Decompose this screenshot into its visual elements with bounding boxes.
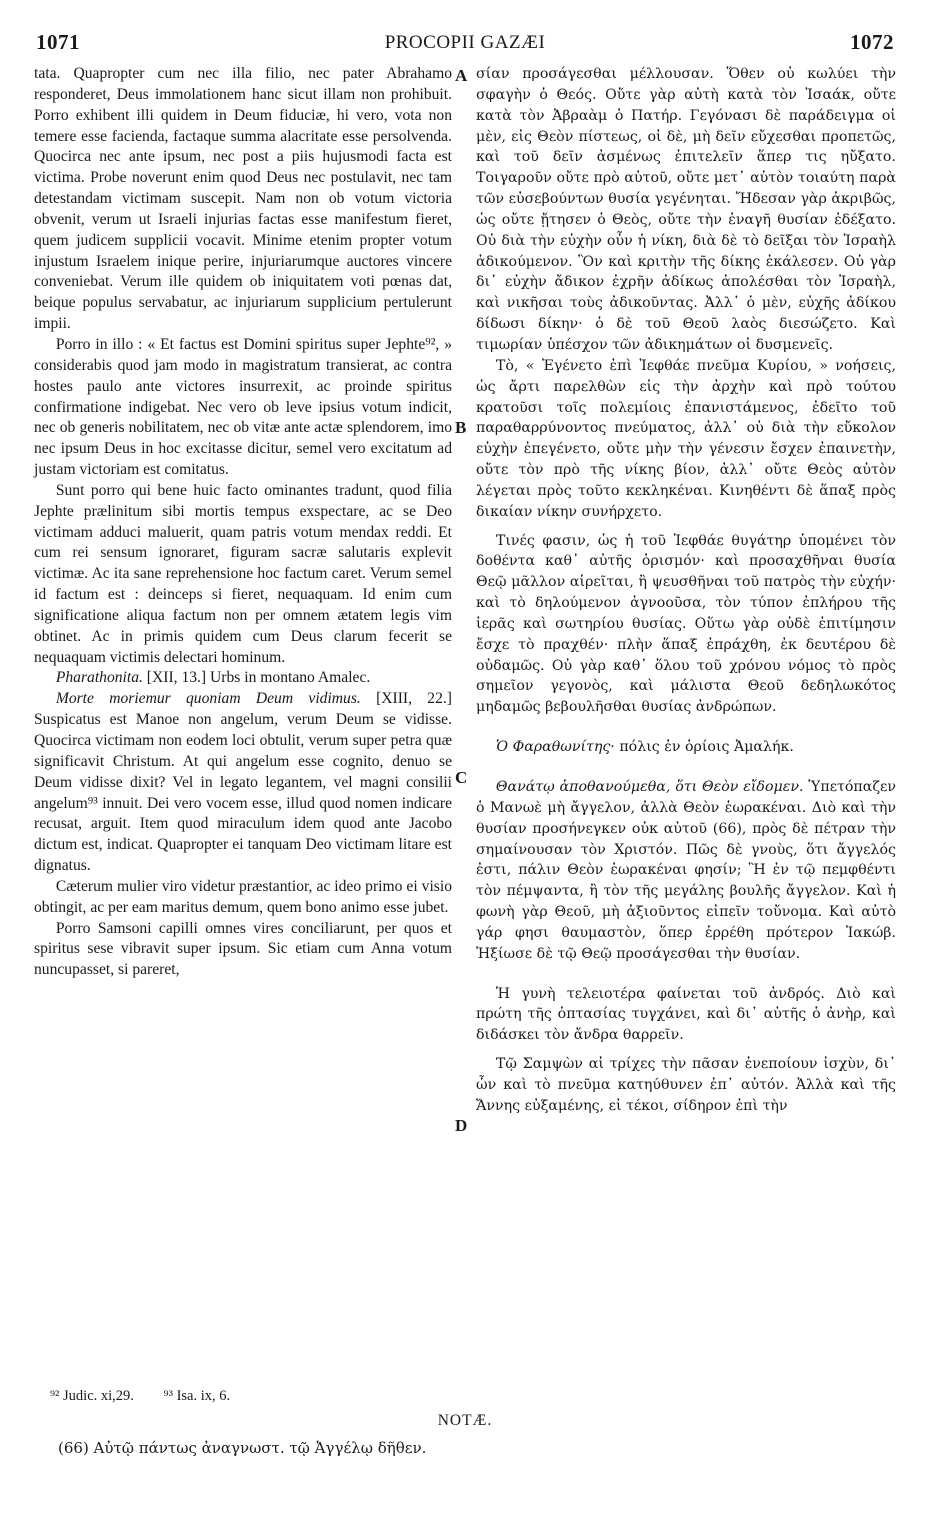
greek-lemma-text: πόλις ἐν ὁρίοις Ἀμαλήκ.	[614, 739, 794, 756]
margin-letter-b: B	[455, 418, 467, 437]
latin-paragraph: tata. Quapropter cum nec illa filio, nec pater Abrahamo responderet, Deus immolationem hanc sicut illam non prohibuit. Porro exhibent illi quidem in Deum fiduciæ, hi vero, vota non temere esse facienda, factaque summa alacritate esse persolvenda. Quocirca nec ante ipsum, nec post a piis hujusmodi facta est victima. Probe noverunt enim quod Deus nec postulavit, nec tam detestandam victimam suscepit. Nam non ob votum victoria obvenit, verum ut Israeli injurias factas esse manifestum fieret, quem judicem supplicii vocavit. Minime etenim propter votum injustum Israelem inique perire, injuriarumque auctores vincere conveniebat. Verum ille quidem ob iniquitatem voti pœnas dat, beique populus servabatur, ac injuriarum supplicium pertulerunt impii.	[34, 65, 452, 333]
greek-lemma-paragraph	[476, 777, 896, 965]
latin-paragraph: Cæterum mulier viro videtur præstantior, ac ideo primo ei visio obtingit, ac per eam maritus demum, quem bono animo esse jubet.	[34, 877, 452, 916]
greek-lemma-text: Ὑπετόπαζεν ὁ Μανωὲ μὴ ἄγγελον, ἀλλὰ Θεὸν ἑωρακέναι. Διὸ καὶ τὴν θυσίαν προσήνεγκεν οὐκ αὐτοῦ (66), πρὸς δὲ πέτραν τὴν σημαίνουσαν τὸν Χριστόν. Πῶς δὲ γνοὺς, ὅτι ἄγγελός ἐστι, πάλιν Θεὸν ἑωρακέναι φησίν; Ἢ ἐν τῷ πεμφθέντι τὸν πέμψαντα, ἢ τὸν τῆς μεγάλης βουλῆς ἄγγελον. Καὶ ἡ φωνὴ γὰρ Θεοῦ, μὴ ἀξιοῦντος εἰπεῖν τοὔνομα. Καὶ αὐτὸ γάρ φησι θαυμαστὸν, ὅπερ ἐρρέθη πρότερον Ἰακώβ. Ἠξίωσε δὲ τῷ Θεῷ προσάγεσθαι τὴν θυσίαν.	[476, 779, 897, 962]
latin-paragraph: Sunt porro qui bene huic facto ominantes tradunt, quod filia Jephte prælinitum sibi mortis tempus exspectare, ac se Deo victimam adduci maluerit, quam patris votum mendax reddi. Et cum rei sensum ignoraret, figuram sacræ salutaris explevit victimæ. Ac ita sane reprehensione hoc factum caret. Verum semel id factum est : deinceps si fieret, nequaquam. Id enim cum significatione aliqua factum non per omnem ætatem legis vim obtinet. Ac in primis quidem cum Deus clarum fecerit se nequaquam victimis delectari hominum.	[34, 481, 452, 666]
greek-paragraph: σίαν προσάγεσθαι μέλλουσαν. Ὅθεν οὐ κωλύει τὴν σφαγὴν ὁ Θεός. Οὔτε γὰρ αὐτὴ κατὰ τὸν Ἰσαάκ, οὔτε κατὰ τὸν Ἀβραὰμ ὁ Πατήρ. Γεγόνασι δὲ παράδειγμα οἱ μὲν, εἰς Θεὸν πίστεως, οἱ δὲ, μὴ δεῖν εὔχεσθαι προπετῶς, καὶ τοῦ δεῖν ἀσμένως ἐπιτελεῖν ἅπερ τις ηὔξατο. Τοιγαροῦν οὔτε πρὸ αὐτοῦ, οὔτε μετ᾽ αὐτὸν τοιαύτη παρὰ τῶν εὐσεβούντων θυσία γεγένηται. Ἤδεσαν γὰρ ἀκριβῶς, ὡς οὔτε ᾔτησεν ὁ Θεὸς, οὔτε τὴν ἐναγῆ θυσίαν ἐδέξατο. Οὐ διὰ τὴν εὐχὴν οὖν ἡ νίκη, διὰ δὲ τὸ δεῖξαι τὸν Ἰσραὴλ ἀδικούμενον. Ὃν καὶ κριτὴν τῆς δίκης ἐκάλεσεν. Οὐ γὰρ δι᾽ εὐχὴν ἄδικον ἐχρῆν ἀδίκως ἀπολέσθαι τὸν Ἰσραὴλ, καὶ νικῆσαι τοὺς ἀδικοῦντας. Ἀλλ᾽ ὁ μὲν, εὐχῆς ἀδίκου δίδωσι δίκην· ὁ δὲ τοῦ Θεοῦ λαὸς διεσώζετο. Καὶ τιμωρίαν ὑπέσχον τῶν ἀδικημάτων οἱ δυσμενεῖς.	[476, 66, 896, 353]
margin-letter-d: D	[455, 1116, 468, 1135]
latin-paragraph: Porro Samsoni capilli omnes vires conciliarunt, per quos et spiritus sese vibravit super ipsum. Sic etiam cum Anna votum nuncupasset, si pareret,	[34, 919, 452, 979]
greek-paragraph: Τῷ Σαμψὼν αἱ τρίχες τὴν πᾶσαν ἐνεποίουν ἰσχὺν, δι᾽ ὧν καὶ τὸ πνεῦμα κατηύθυνεν ἐπ᾽ αὐτόν. Ἀλλὰ καὶ τῆς Ἄννης εὐξαμένης, εἰ τέκοι, σίδηρον ἐπὶ τὴν	[476, 1056, 896, 1114]
footnote: ⁹³ Isa. ix, 6.	[163, 1388, 231, 1404]
right-column-number: 1072	[850, 30, 894, 54]
greek-paragraph: Τινές φασιν, ὡς ἡ τοῦ Ἰεφθάε θυγάτηρ ὑπομένει τὸν δοθέντα καθ᾽ αὐτῆς ὁρισμόν· καὶ προσαχθῆναι θυσία Θεῷ μᾶλλον αἱρεῖται, ἢ ψευσθῆναι τοῦ πατρὸς τὴν εὐχήν· καὶ τὸ δηλούμενον ἀγνοοῦσα, τὸν τύπον ἐπλήρου τῆς ἱερᾶς καὶ σωτηρίου θυσίας. Οὕτω γὰρ οὐδὲ ἐπιτίμησιν ἔσχε τὸ πραχθέν· πλὴν ἅπαξ ἐπράχθη, ἐκ δευτέρου δὲ οὐδαμῶς. Οὐ γὰρ καθ᾽ ὅλου τοῦ χρόνου νόμος τὸ πρὸς σημεῖον γεγονὸς, καὶ μάλιστα Θεοῦ δεδηλωκότος μηδαμῶς βεβουλῆσθαι θυσίας ἀνδρώπων.	[476, 532, 896, 716]
greek-paragraph: Ἡ γυνὴ τελειοτέρα φαίνεται τοῦ ἀνδρός. Διὸ καὶ πρώτη τῆς ὀπτασίας τυγχάνει, καὶ δι᾽ αὐτῆς ὁ ἀνὴρ, καὶ διδάσκει τὸν ἄνδρα θαρρεῖν.	[476, 985, 896, 1044]
latin-lemma-paragraph	[34, 668, 452, 689]
latin-lemma-text: [XII, 13.] Urbs in montano Amalec.	[142, 669, 371, 687]
greek-lemma: Θανάτῳ ἀποθανούμεθα, ὅτι Θεὸν εἴδομεν.	[495, 779, 804, 795]
latin-lemma: Pharathonita.	[55, 669, 143, 687]
left-column-number: 1071	[36, 30, 80, 54]
greek-lemma-paragraph	[476, 737, 896, 758]
latin-lemma: Morte moriemur quoniam Deum vidimus.	[55, 690, 361, 708]
margin-letter-c: C	[455, 768, 468, 787]
greek-column	[476, 64, 896, 1117]
footnotes	[50, 1388, 256, 1405]
footnote: ⁹² Judic. xi,29.	[50, 1388, 134, 1404]
latin-column	[34, 64, 452, 981]
margin-letter-a: A	[455, 66, 468, 85]
notae-text: (66) Αὐτῷ πάντως ἀναγνωστ. τῷ Ἀγγέλῳ δῆθεν.	[58, 1439, 427, 1457]
greek-paragraph: Τὸ, « Ἐγένετο ἐπὶ Ἰεφθάε πνεῦμα Κυρίου, » νοήσεις, ὡς ἄρτι παρελθὼν εἰς τὴν ἀρχὴν καὶ πρὸ τούτου κρατοῦσι τοῖς πολεμίοις ἐπανιστάμενος, ἐδεῖτο τοῦ παραθαρρύνοντος πνεύματος, ἀλλ᾽ οὐ διὰ τὴν εὔκολον εὐχὴν ἐπεγένετο, οὔτε μὴν τὴν γένεσιν ἔσχεν ἐπαινετὴν, οὔτε τὸν πρὸ τῆς νίκης βίον, ἀλλ᾽ οὔτε Θεὸς αὐτὸν λέγεται πρὸς τοῦτο κεκληκέναι. Κινηθέντι δὲ ἅπαξ πρὸς δικαίαν νίκην συνήρχετο.	[476, 357, 896, 520]
page-header	[28, 30, 902, 60]
latin-lemma-text: [XIII, 22.] Suspicatus est Manoe non angelum, verum Deum se vidisse. Quocirca victimam non eodem loci obtulit, verum super petra quæ significavit Christum. At qui angelum esse cognito, denuo se Deum vidisse dixit? Vel in legato legantem, vel magni consilii angelum⁹³ innuit. Dei vero vocem esse, illud quod nomen indicare recusat, arguit. Item quod miraculum idem quod ante Jacobo dictum est, indicat. Quapropter ei tanquam Deo victimam litare est dignatus.	[34, 690, 452, 875]
latin-paragraph: Porro in illo : « Et factus est Domini spiritus super Jephte⁹², » considerabis quod jam modo in magistratum transierat, ac contra hostes paulo ante victores insurrexit, ac proinde spiritus confirmatione indigebat. Nec vero ob leve ipsius votum indicit, nec ob generis nobilitatem, nec ob vitæ ante actæ splendorem, imo nec ipsum Deus in hoc excitasse dicitur, semel vero excitatum ad justam victoriam est comitatus.	[34, 335, 452, 479]
latin-lemma-paragraph	[34, 689, 452, 877]
greek-lemma: Ὁ Φαραθωνίτης·	[495, 739, 615, 756]
notae-heading: NOTÆ.	[437, 1412, 493, 1429]
running-title: PROCOPII GAZÆI	[384, 32, 546, 53]
